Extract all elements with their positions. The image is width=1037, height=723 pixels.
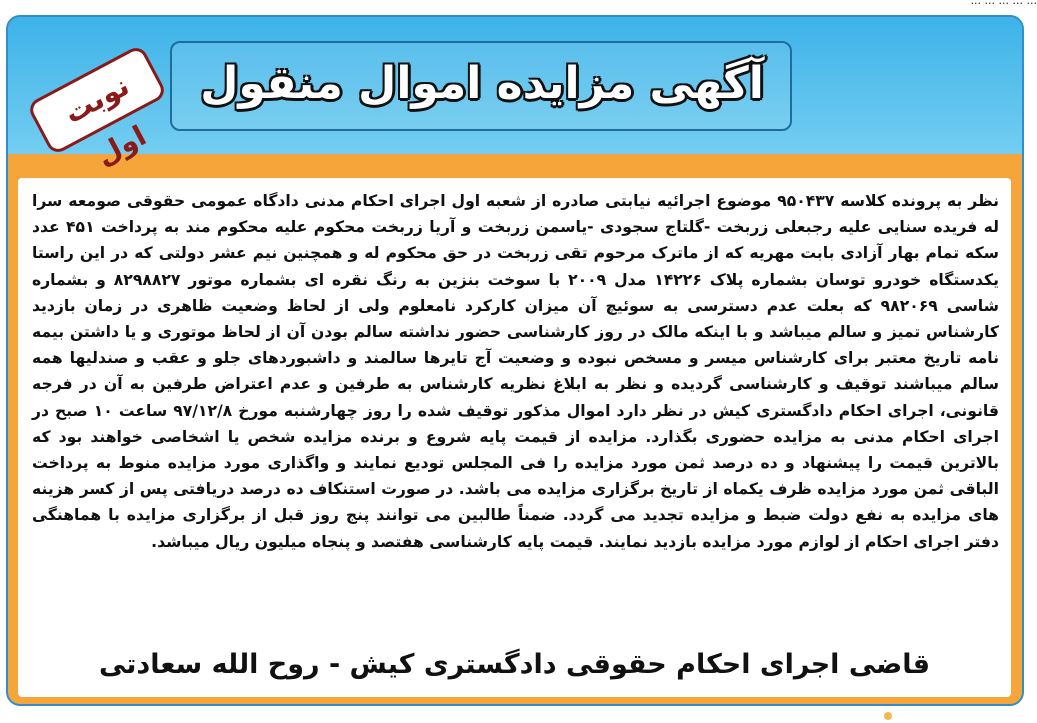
notice-frame [6,15,1024,706]
notice-header [8,17,1022,173]
bottom-strip [0,708,1037,723]
notice-body-panel [18,178,1011,697]
top-strip-text: ... ... ... ... ... [970,0,1037,7]
bottom-decoration-icon [884,712,892,720]
top-text-strip [0,0,1037,14]
notice-title: آگهی مزایده اموال منقول [200,58,764,109]
turn-badge: نوبت اول [26,44,168,156]
notice-signature: قاضی اجرای احکام حقوقی دادگستری کیش - روح الله سعادتی [98,649,931,680]
notice-body-text: نظر به پرونده کلاسه ۹۵۰۴۳۷ موضوع اجرائیه نیابتی صادره از شعبه اول اجرای احکام مدنی دادگاه عمومی حقوقی صومعه سرا له فریده سنایی علیه رجبعلی زربخت -گلتاج سجودی -یاسمن زربخت و آریا زربخت محکوم علیه محکوم مند به پرداخت ۴۵۱ عدد سکه تمام بهار آزادی بابت مهریه که از ماترک مرحوم تقی زربخت در حق محکوم له و همچنین نیم عشر دولتی که در این راستا یکدستگاه خودرو توسان بشماره پلاک ۱۴۲۲۶ مدل ۲۰۰۹ با سوخت بنزین به رنگ نقره ای بشماره موتور ۸۲۹۸۸۲۷ و بشماره شاسی ۹۸۲۰۶۹ که بعلت عدم دسترسی به سوئیچ آن میزان کارکرد نامعلوم ولی از لحاظ وضعیت ظاهری در زمان بازدید کارشناس تمیز و سالم میباشد و با اینکه مالک در روز کارشناسی حضور نداشته سالم بودن آن از لحاظ موتوری و یا داشتن بیمه نامه تاریخ معتبر برای کارشناس میسر و مسخص نبوده و وضعیت آج تایرها سالمند و داشبوردهای جلو و عقب و صندلیها همه سالم میباشند توقیف و کارشناسی گردیده و نظر به ابلاغ نظریه کارشناس به طرفین و عدم اعتراض طرفین به آن در فرجه قانونی، اجرای احکام دادگستری کیش در نظر دارد اموال مذکور توقیف شده را روز چهارشنبه مورخ ۹۷/۱۲/۸ ساعت ۱۰ صبح در اجرای احکام مدنی به مزایده حضوری بگذارد. مزایده از قیمت پایه شروع و برنده مزایده شخص یا اشخاصی خواهند بود که بالاترین قیمت را پیشنهاد و ده درصد ثمن مورد مزایده را فی المجلس تودیع نمایند و واگذاری مورد مزایده منوط به پرداخت الباقی ثمن مورد مزایده ظرف یکماه از تاریخ برگزاری مزایده می باشد. در صورت استنکاف ده درصد دریافتی پس از کسر هزینه های مزایده به نفع دولت ضبط و مزایده تجدید می گردد. ضمناً طالبین می توانند پنج روز قبل از برگزاری مزایده با هماهنگی دفتر اجرای احکام از لوازم مورد مزایده بازدید نمایند. قیمت پایه کارشناسی هفتصد و پنجاه میلیون ریال میباشد. [32,192,999,551]
